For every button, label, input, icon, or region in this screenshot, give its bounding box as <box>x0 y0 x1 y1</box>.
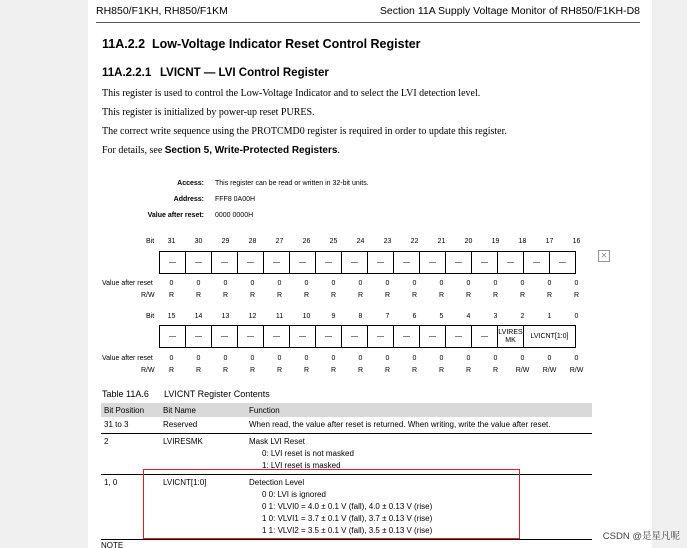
reset-bit: 0 <box>493 280 498 287</box>
bit-number: 14 <box>194 313 203 320</box>
reserved-field: — <box>238 251 264 274</box>
bit-number: 21 <box>437 238 446 245</box>
rw-bit: R <box>303 367 310 374</box>
rw-bit: R <box>411 367 418 374</box>
function-line: 1 0: VLVI1 = 3.7 ± 0.1 V (fall), 3.7 ± 0.13 V (rise) <box>262 514 433 523</box>
bit-number: 15 <box>167 313 176 320</box>
header-right: Section 11A Supply Voltage Monitor of RH850/F1KH-D8 <box>379 5 640 17</box>
address-value: FFF8 0A00H <box>215 196 256 203</box>
rw-bit: R <box>411 292 418 299</box>
running-header <box>96 4 640 23</box>
rw-bit: R <box>195 367 202 374</box>
table-caption <box>102 389 270 399</box>
bit-number: 29 <box>221 238 230 245</box>
rw-bit: R <box>384 292 391 299</box>
function-line: 0 1: VLVI0 = 4.0 ± 0.1 V (fall), 4.0 ± 0.13 V (rise) <box>262 502 433 511</box>
bit-number: 20 <box>464 238 473 245</box>
bit-label: Bit <box>146 313 155 320</box>
section-heading <box>102 37 421 51</box>
reserved-field: — <box>498 251 524 274</box>
reset-bit: 0 <box>304 280 309 287</box>
reserved-field: — <box>264 325 290 348</box>
reserved-field: — <box>446 251 472 274</box>
bit-number: 26 <box>302 238 311 245</box>
bit-number: 24 <box>356 238 365 245</box>
rw-bit: R <box>357 367 364 374</box>
reset-bit: 0 <box>331 355 336 362</box>
rw-bit: R <box>249 367 256 374</box>
column-header: Bit Name <box>160 403 246 417</box>
reserved-field: — <box>342 251 368 274</box>
section-title: Low-Voltage Indicator Reset Control Register <box>152 37 421 51</box>
reset-bit: 0 <box>493 355 498 362</box>
bit-number: 23 <box>383 238 392 245</box>
rw-bit: R <box>303 292 310 299</box>
reset-bit: 0 <box>223 280 228 287</box>
bit-position-cell: 2 <box>101 434 160 475</box>
rw-label: R/W <box>141 292 155 299</box>
bit-number: 31 <box>167 238 176 245</box>
table-number: Table 11A.6 <box>102 389 149 399</box>
table-title: LVICNT Register Contents <box>164 389 270 399</box>
value-after-reset-label: Value after reset <box>102 280 153 287</box>
reset-bit: 0 <box>169 280 174 287</box>
details-paragraph <box>102 145 340 156</box>
reserved-field: — <box>238 325 264 348</box>
function-line: When read, the value after reset is returned. When writing, write the value after reset. <box>249 420 551 429</box>
value-after-reset-label: Value after reset <box>102 355 153 362</box>
lower-bit-numbers <box>158 313 590 320</box>
lviresmk-field: LVIRES MK <box>498 325 524 348</box>
table-row <box>101 417 592 434</box>
rw-bit: R <box>330 367 337 374</box>
reset-bit: 0 <box>574 355 579 362</box>
function-line: Detection Level <box>249 478 305 487</box>
reset-bit: 0 <box>412 355 417 362</box>
rw-bit: R <box>465 367 472 374</box>
bit-position-cell: 1, 0 <box>101 475 160 540</box>
subsection-number: 11A.2.2.1 <box>102 67 152 79</box>
rw-bit: R <box>492 367 499 374</box>
bit-number: 6 <box>412 313 417 320</box>
rw-bit: R <box>438 367 445 374</box>
reset-bit: 0 <box>196 355 201 362</box>
bit-number: 25 <box>329 238 338 245</box>
function-line: 1: LVI reset is masked <box>262 461 341 470</box>
reserved-field: — <box>290 325 316 348</box>
details-prefix: For details, see <box>102 145 165 156</box>
reset-bit: 0 <box>277 355 282 362</box>
reset-bit: 0 <box>304 355 309 362</box>
reset-bit: 0 <box>385 280 390 287</box>
reserved-field: — <box>368 251 394 274</box>
rw-bit: R <box>465 292 472 299</box>
lower-rw-values <box>158 367 590 374</box>
rw-bit: R <box>276 367 283 374</box>
reset-bit: 0 <box>547 355 552 362</box>
reserved-field: — <box>394 325 420 348</box>
reset-bit: 0 <box>250 280 255 287</box>
subsection-title: LVICNT — LVI Control Register <box>160 67 329 79</box>
reset-bit: 0 <box>520 280 525 287</box>
reserved-field: — <box>394 251 420 274</box>
reset-bit: 0 <box>196 280 201 287</box>
address-label: Address: <box>173 196 204 203</box>
bit-number: 22 <box>410 238 419 245</box>
details-suffix: . <box>337 145 340 156</box>
reset-bit: 0 <box>520 355 525 362</box>
reset-bit: 0 <box>574 280 579 287</box>
reserved-field: — <box>160 251 186 274</box>
bit-label: Bit <box>146 238 155 245</box>
upper-reset-values <box>158 280 590 287</box>
bit-number: 1 <box>547 313 552 320</box>
reset-bit: 0 <box>277 280 282 287</box>
bit-number: 13 <box>221 313 230 320</box>
document-page <box>88 0 652 548</box>
bit-number: 10 <box>302 313 311 320</box>
rw-bit: R <box>168 292 175 299</box>
lvicnt-field: LVICNT[1:0] <box>524 325 576 348</box>
reset-bit: 0 <box>412 280 417 287</box>
reset-value: 0000 0000H <box>215 212 254 219</box>
reset-bit: 0 <box>358 355 363 362</box>
function-line: 1 1: VLVI2 = 3.5 ± 0.1 V (fall), 3.5 ± 0.13 V (rise) <box>262 526 433 535</box>
reserved-field: — <box>550 251 576 274</box>
reserved-field: — <box>316 251 342 274</box>
reserved-field: — <box>264 251 290 274</box>
upper-field-grid <box>159 251 576 274</box>
bit-number: 16 <box>572 238 581 245</box>
reserved-field: — <box>186 251 212 274</box>
function-cell <box>246 417 592 434</box>
bit-position-cell: 31 to 3 <box>101 417 160 434</box>
rw-bit: R <box>573 292 580 299</box>
paragraph: This register is used to control the Low-Voltage Indicator and to select the LVI detection level. <box>102 88 481 99</box>
reset-bit: 0 <box>358 280 363 287</box>
reset-bit: 0 <box>250 355 255 362</box>
reserved-field: — <box>212 251 238 274</box>
reserved-field: — <box>420 251 446 274</box>
bit-number: 12 <box>248 313 257 320</box>
paragraph: The correct write sequence using the PROTCMD0 register is required in order to update this register. <box>102 126 507 137</box>
reserved-field: — <box>160 325 186 348</box>
access-value: This register can be read or written in 32-bit units. <box>215 180 369 187</box>
reserved-field: — <box>290 251 316 274</box>
bit-number: 7 <box>385 313 390 320</box>
subsection-heading <box>102 67 329 79</box>
rw-bit: R <box>195 292 202 299</box>
watermark: CSDN @是星凡呢 <box>602 531 680 542</box>
reserved-field: — <box>472 325 498 348</box>
bit-name-cell: LVICNT[1:0] <box>160 475 246 540</box>
upper-rw-values <box>158 292 590 299</box>
reset-bit: 0 <box>439 355 444 362</box>
bit-number: 17 <box>545 238 554 245</box>
reserved-field: — <box>316 325 342 348</box>
rw-label: R/W <box>141 367 155 374</box>
reset-bit: 0 <box>385 355 390 362</box>
bit-number: 5 <box>439 313 444 320</box>
bit-name-cell: Reserved <box>160 417 246 434</box>
function-line: 0 0: LVI is ignored <box>262 490 326 499</box>
rw-bit: R <box>330 292 337 299</box>
reserved-field: — <box>420 325 446 348</box>
bit-number: 9 <box>331 313 336 320</box>
highlight-box <box>143 469 520 539</box>
bit-number: 8 <box>358 313 363 320</box>
rw-bit: R <box>546 292 553 299</box>
function-line: 0: LVI reset is not masked <box>262 449 354 458</box>
section-number: 11A.2.2 <box>102 37 146 51</box>
lower-field-grid <box>159 325 576 348</box>
rw-bit: R <box>519 292 526 299</box>
bit-number: 3 <box>493 313 498 320</box>
reset-bit: 0 <box>466 355 471 362</box>
reserved-field: — <box>342 325 368 348</box>
rw-bit: R/W <box>515 367 530 374</box>
reset-bit: 0 <box>547 280 552 287</box>
header-left: RH850/F1KH, RH850/F1KM <box>96 5 228 17</box>
reserved-field: — <box>472 251 498 274</box>
bit-number: 11 <box>275 313 284 320</box>
rw-bit: R <box>357 292 364 299</box>
bit-number: 2 <box>520 313 525 320</box>
access-label: Access: <box>177 180 204 187</box>
reserved-field: — <box>212 325 238 348</box>
lower-reset-values <box>158 355 590 362</box>
rw-bit: R <box>492 292 499 299</box>
reserved-field: — <box>524 251 550 274</box>
bit-number: 28 <box>248 238 257 245</box>
rw-bit: R/W <box>569 367 584 374</box>
bit-number: 19 <box>491 238 500 245</box>
reset-label: Value after reset: <box>147 212 204 219</box>
reserved-field: — <box>368 325 394 348</box>
note-heading: NOTE <box>101 541 124 548</box>
upper-bit-numbers <box>158 238 590 245</box>
bit-number: 18 <box>518 238 527 245</box>
details-link[interactable]: Section 5, Write-Protected Registers <box>164 145 338 156</box>
bit-number: 27 <box>275 238 284 245</box>
column-header: Bit Position <box>101 403 160 417</box>
function-line: Mask LVI Reset <box>249 437 305 446</box>
bit-number: 30 <box>194 238 203 245</box>
table-header-row <box>101 403 592 417</box>
rw-bit: R <box>222 292 229 299</box>
reset-bit: 0 <box>466 280 471 287</box>
reset-bit: 0 <box>439 280 444 287</box>
rw-bit: R <box>222 367 229 374</box>
rw-bit: R <box>168 367 175 374</box>
reset-bit: 0 <box>223 355 228 362</box>
rw-bit: R <box>249 292 256 299</box>
bit-name-cell: LVIRESMK <box>160 434 246 475</box>
close-icon[interactable]: ✕ <box>598 250 610 262</box>
reserved-field: — <box>446 325 472 348</box>
bit-number: 0 <box>574 313 579 320</box>
reset-bit: 0 <box>169 355 174 362</box>
reset-bit: 0 <box>331 280 336 287</box>
rw-bit: R/W <box>542 367 557 374</box>
rw-bit: R <box>384 367 391 374</box>
column-header: Function <box>246 403 592 417</box>
bit-number: 4 <box>466 313 471 320</box>
reserved-field: — <box>186 325 212 348</box>
paragraph: This register is initialized by power-up reset PURES. <box>102 107 315 118</box>
rw-bit: R <box>276 292 283 299</box>
rw-bit: R <box>438 292 445 299</box>
